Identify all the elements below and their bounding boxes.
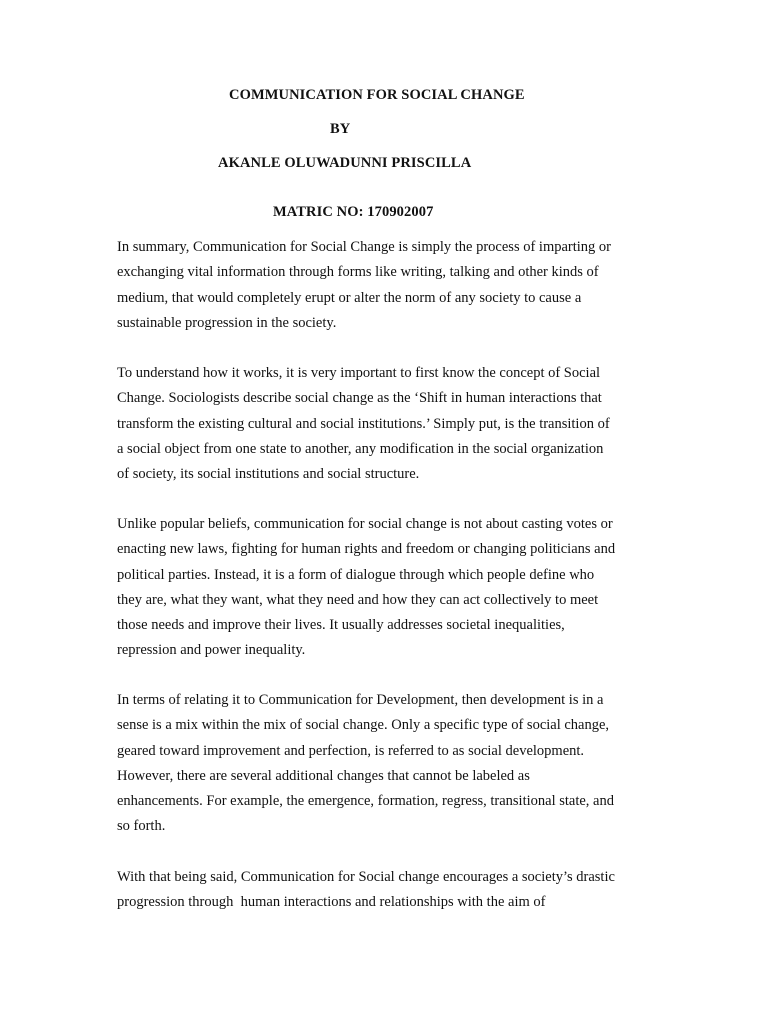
paragraph-5 [117,865,677,916]
paragraph-line: Change. Sociologists describe social change as the ‘Shift in human interactions that [117,390,602,407]
paragraph-line: repression and power inequality. [117,642,306,659]
paragraph-line: a social object from one state to another, any modification in the social organization [117,440,604,457]
paragraph-4 [117,688,677,840]
paragraph-line: of society, its social institutions and social structure. [117,466,420,483]
paragraph-line: With that being said, Communication for Social change encourages a society’s drastic [117,869,615,885]
paragraph-line: exchanging vital information through forms like writing, talking and other kinds of [117,264,599,281]
document-title: COMMUNICATION FOR SOCIAL CHANGE [229,87,525,103]
paragraph-line: Unlike popular beliefs, communication for social change is not about casting votes or [117,516,613,532]
byline-label: BY [330,121,351,137]
paragraph-line: they are, what they want, what they need and how they can act collectively to meet [117,591,599,608]
paragraph-line: sense is a mix within the mix of social change. Only a specific type of social change, [117,717,610,734]
paragraph-line: enacting new laws, fighting for human rights and freedom or changing politicians and [117,541,616,558]
paragraph-line: transform the existing cultural and social institutions.’ Simply put, is the transition of [117,415,610,432]
paragraph-line: those needs and improve their lives. It usually addresses societal inequalities, [117,617,565,634]
paragraph-line: so forth. [117,818,166,835]
paragraph-line: enhancements. For example, the emergence, formation, regress, transitional state, and [117,793,614,810]
paragraph-line: In summary, Communication for Social Change is simply the process of imparting or [117,239,611,255]
paragraph-line: In terms of relating it to Communication for Development, then development is in a [117,692,604,708]
paragraph-line: To understand how it works, it is very important to first know the concept of Social [117,365,601,381]
author-name: AKANLE OLUWADUNNI PRISCILLA [218,155,472,171]
paragraph-1 [117,235,677,336]
matric-number: MATRIC NO: 170902007 [273,204,434,220]
paragraph-3 [117,512,677,664]
paragraph-line: sustainable progression in the society. [117,314,337,331]
paragraph-2 [117,361,677,487]
paragraph-line: political parties. Instead, it is a form of dialogue through which people define who [117,566,595,583]
paragraph-line: medium, that would completely erupt or alter the norm of any society to cause a [117,289,582,306]
paragraph-line: progression through human interactions and relationships with the aim of [117,894,546,911]
paragraph-line: geared toward improvement and perfection, is referred to as social development. [117,742,585,759]
paragraph-line: However, there are several additional changes that cannot be labeled as [117,767,530,784]
